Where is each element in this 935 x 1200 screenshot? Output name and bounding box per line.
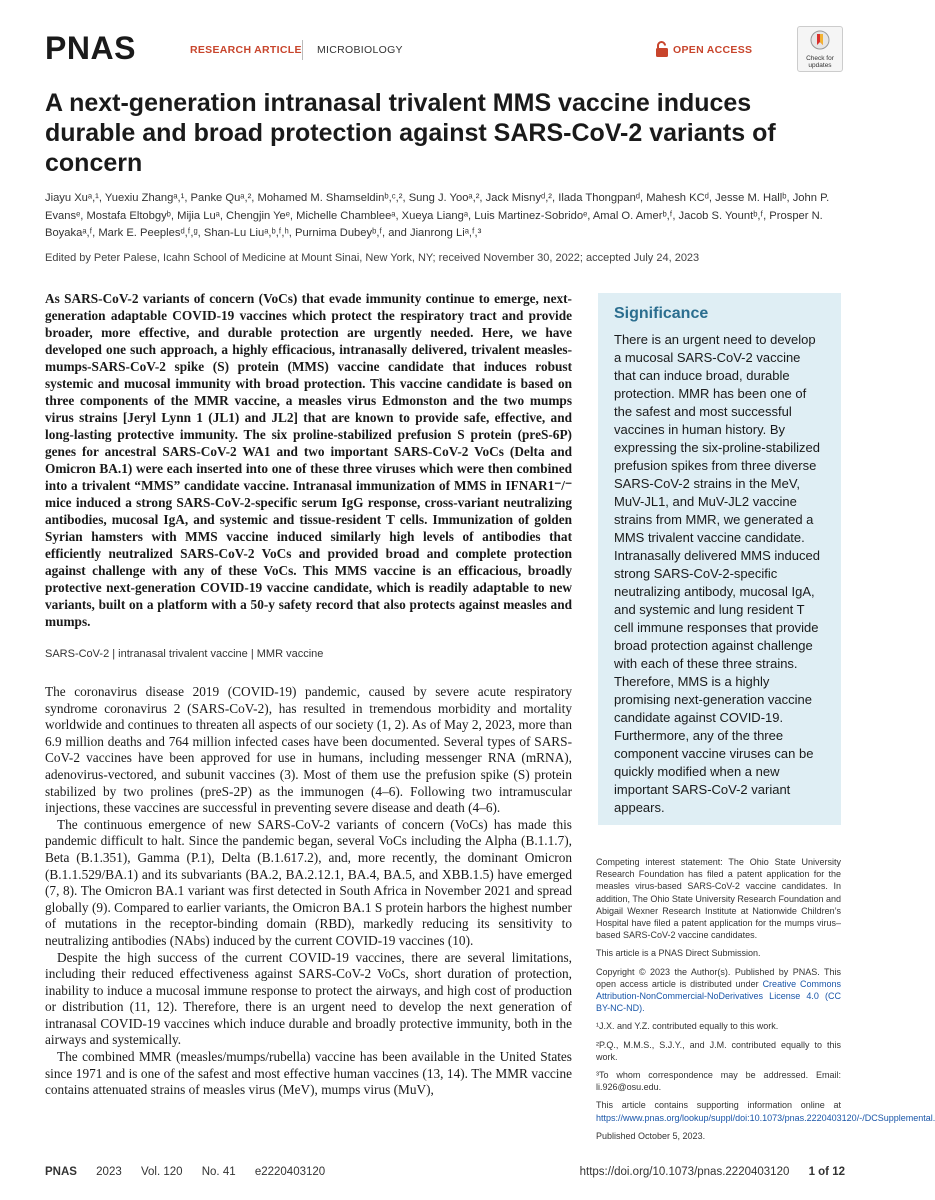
- body-paragraph: The continuous emergence of new SARS-CoV-2 variants of concern (VoCs) has made this pandemic difficult to halt. Since the pandemic began, several VoCs including the Alpha (B.1.1.7), Beta (B.1.351), Gamma (P.1), Delta (B.1.617.2), and, more recently, the dominant Omicron (B.1.1.529/BA.1) and its subvariants (BA.2, BA.2.12.1, BA.4, BA.5, and XBB.1.5) have emerged (7, 8). The Omicron BA.1 variant was first detected in South Africa in November 2021 and spread globally (9). Compared to earlier variants, the Omicron BA.1 S protein harbors the highest number of mutations in the receptor-binding domain (RBD), markedly reducing its sensitivity to neutralizing antibodies (NAbs) induced by the current COVID-19 vaccines (10).: [45, 816, 572, 948]
- significance-text: There is an urgent need to develop a mucosal SARS-CoV-2 vaccine that can induce broad, durable protection. MMR has been one of the safest and most successful vaccines in human history. By expressing the six-proline-stabilized prefusion spikes from three diverse SARS-CoV-2 strains in the MeV, MuV-JL1, and MuV-JL2 vaccine strains from MMR, we generated a MMS trivalent vaccine candidate. Intranasally delivered MMS induced strong SARS-CoV-2-specific neutralizing antibody, mucosal IgA, and systemic and lung resident T cell immune responses that provide broad protection against challenge with each of these three strains. Therefore, MMS is a highly promising next-generation vaccine candidate against COVID-19. Furthermore, any of the three component vaccine viruses can be quickly modified when a new important SARS-CoV-2 variant appears.: [614, 332, 820, 815]
- significance-box: [598, 293, 841, 825]
- body-paragraph: The coronavirus disease 2019 (COVID-19) pandemic, caused by severe acute respiratory syndrome coronavirus 2 (SARS-CoV-2), has resulted in tremendous morbidity and mortality worldwide and continues to threaten all aspects of our society (1, 2). As of May 2, 2023, more than 6.9 million deaths and 764 million infected cases have been documented. Several types of SARS-CoV-2 vaccines have been approved for use in humans, including messenger RNA (mRNA), adenovirus-vectored, and subunit vaccines (3). Most of them use the prefusion spike (S) protein stabilized by two prolines (preS-2P) as the immunogen (4–6). Following two intramuscular injections, these vaccines are successful in preventing severe disease and death (4–6).: [45, 684, 572, 816]
- open-lock-icon: [655, 41, 669, 57]
- supporting-info-link[interactable]: https://www.pnas.org/lookup/suppl/doi:10.1073/pnas.2220403120/-/DCSupplemental.: [596, 1112, 935, 1123]
- footer-doi-link[interactable]: https://doi.org/10.1073/pnas.2220403120: [579, 1166, 790, 1178]
- license-link[interactable]: Creative Commons Attribution-NonCommercial-NoDerivatives License 4.0 (CC BY-NC-ND).: [596, 978, 841, 1014]
- article-title: A next-generation intranasal trivalent MMS vaccine induces durable and broad protection against SARS-CoV-2 variants of concern: [45, 89, 776, 177]
- subject-category[interactable]: MICROBIOLOGY: [317, 44, 403, 56]
- page-number: 1 of 12: [808, 1166, 845, 1178]
- correspondence-note: ³To whom correspondence may be addressed. Email: li.926@osu.edu.: [596, 1070, 841, 1093]
- footer-article-id: e2220403120: [254, 1166, 326, 1178]
- footer-year: 2023: [96, 1166, 122, 1178]
- copyright-note: [596, 966, 841, 1015]
- bookmark-icon: [809, 30, 831, 50]
- open-access-label: OPEN ACCESS: [673, 44, 753, 56]
- keywords: SARS-CoV-2 | intranasal trivalent vaccine | MMR vaccine: [45, 648, 324, 660]
- page-header: [45, 30, 845, 80]
- published-date: Published October 5, 2023.: [596, 1130, 706, 1141]
- body-paragraph: The combined MMR (measles/mumps/rubella) vaccine has been available in the United States since 1971 and is one of the safest and most effective human vaccines (13, 14). The MMR vaccine contains attenuated strains of measles virus (MeV), mumps virus (MuV),: [45, 1049, 572, 1098]
- abstract: As SARS-CoV-2 variants of concern (VoCs) that evade immunity continue to emerge, next-generation adaptable COVID-19 vaccines which protect the respiratory tract and provide broader, more effective, and durable protection are urgently needed. Here, we have developed one such approach, a highly efficacious, intranasally delivered, trivalent measles-mumps-SARS-CoV-2 spike (S) protein (MMS) vaccine candidate that induces robust systemic and mucosal immunity with broad protection. This vaccine candidate is based on three components of the MMR vaccine, a measles virus Edmonston and the two mumps virus strains [Jeryl Lynn 1 (JL1) and JL2] that are known to provide safe, effective, and long-lasting protective immunity. The six proline-stabilized prefusion S protein (preS-6P) genes for ancestral SARS-CoV-2 WA1 and two important SARS-CoV-2 VoCs (Delta and Omicron BA.1) were each inserted into one of these three viruses which were then combined into a trivalent “MMS” candidate vaccine. Intranasal immunization of MMS in IFNAR1⁻/⁻ mice induced a strong SARS-CoV-2-specific serum IgG response, cross-variant neutralizing antibodies, mucosal IgA, and systemic and tissue-resident T cells. Immunization of golden Syrian hamsters with MMS vaccine induced similarly high levels of antibodies that efficiently neutralized SARS-CoV-2 VoCs and provided broad and complete protection against challenge with any of these VoCs. This MMS vaccine is an efficacious, broadly protective next-generation COVID-19 vaccine candidate, which is readily adaptable to new variants, built on a platform with a 50-y safety record that also protects against measles and mumps.: [45, 291, 572, 629]
- footnote-1: ¹J.X. and Y.Z. contributed equally to this work.: [596, 1021, 779, 1032]
- supporting-info-note: [596, 1099, 935, 1123]
- article-notes: [596, 856, 935, 1148]
- competing-interest-note: Competing interest statement: The Ohio State University Research Foundation has filed a patent application for the measles virus-based SARS-CoV-2 vaccine candidates. In addition, The Ohio State University Research Foundation and Abigail Wexner Research Institute at Nationwide Children’s Hospital have filed a patent application for the mumps virus–based SARS-CoV-2 vaccine candidates.: [596, 857, 841, 941]
- main-body: [45, 684, 572, 1099]
- check-for-updates-label: Check for updates: [806, 55, 834, 69]
- header-divider: [302, 40, 303, 60]
- journal-logo[interactable]: PNAS: [45, 30, 136, 66]
- copyright-text: Copyright © 2023 the Author(s). Published by PNAS. This open access article is distributed under: [596, 966, 841, 989]
- direct-submission-note: This article is a PNAS Direct Submission.: [596, 948, 761, 959]
- check-for-updates-button[interactable]: [797, 26, 843, 72]
- article-type: RESEARCH ARTICLE: [190, 44, 302, 56]
- editorial-info: Edited by Peter Palese, Icahn School of Medicine at Mount Sinai, New York, NY; received November 30, 2022; accepted July 24, 2023: [45, 252, 700, 264]
- footer-number: No. 41: [201, 1166, 236, 1178]
- footer-volume: Vol. 120: [140, 1166, 183, 1178]
- author-list[interactable]: Jiayu Xuᵃ,¹, Yuexiu Zhangᵃ,¹, Panke Quᵃ,², Mohamed M. Shamseldinᵇ,ᶜ,², Sung J. Yooᵃ,², Jack Misnyᵈ,², Ilada Thongpanᵈ, Mahesh KCᵈ, Jesse M. Hallᵇ, John P. Evansᵉ, Mostafa Eltobgyᵇ, Mijia Luᵃ, Chengjin Yeᵉ, Michelle Chambleeᵃ, Xueya Liangᵃ, Luis Martinez-Sobridoᵉ, Amal O. Amerᵇ,ᶠ, Jacob S. Yountᵇ,ᶠ, Prosper N. Boyakaᵃ,ᶠ, Mark E. Peeplesᵈ,ᶠ,ᵍ, Shan-Lu Liuᵃ,ᵇ,ᶠ,ʰ, Purnima Dubeyᵇ,ᶠ, and Jianrong Liᵃ,ᶠ,³: [45, 192, 830, 239]
- supporting-text: This article contains supporting information online at: [596, 1100, 841, 1111]
- footer-journal: PNAS: [45, 1166, 77, 1178]
- significance-title: Significance: [614, 305, 709, 322]
- body-paragraph: Despite the high success of the current COVID-19 vaccines, there are several limitations, including their reduced effectiveness against SARS-CoV-2 VoCs, short duration of protection, inability to induce a mucosal immune response to protect the airways, and high cost of production or distribution (11, 12). Therefore, there is an urgent need to develop the next generation of intranasal COVID-19 vaccines which induce durable and broadly protective immunity, both in the airways and systemically.: [45, 949, 572, 1048]
- footnote-2: ²P.Q., M.M.S., S.J.Y., and J.M. contributed equally to this work.: [596, 1039, 841, 1062]
